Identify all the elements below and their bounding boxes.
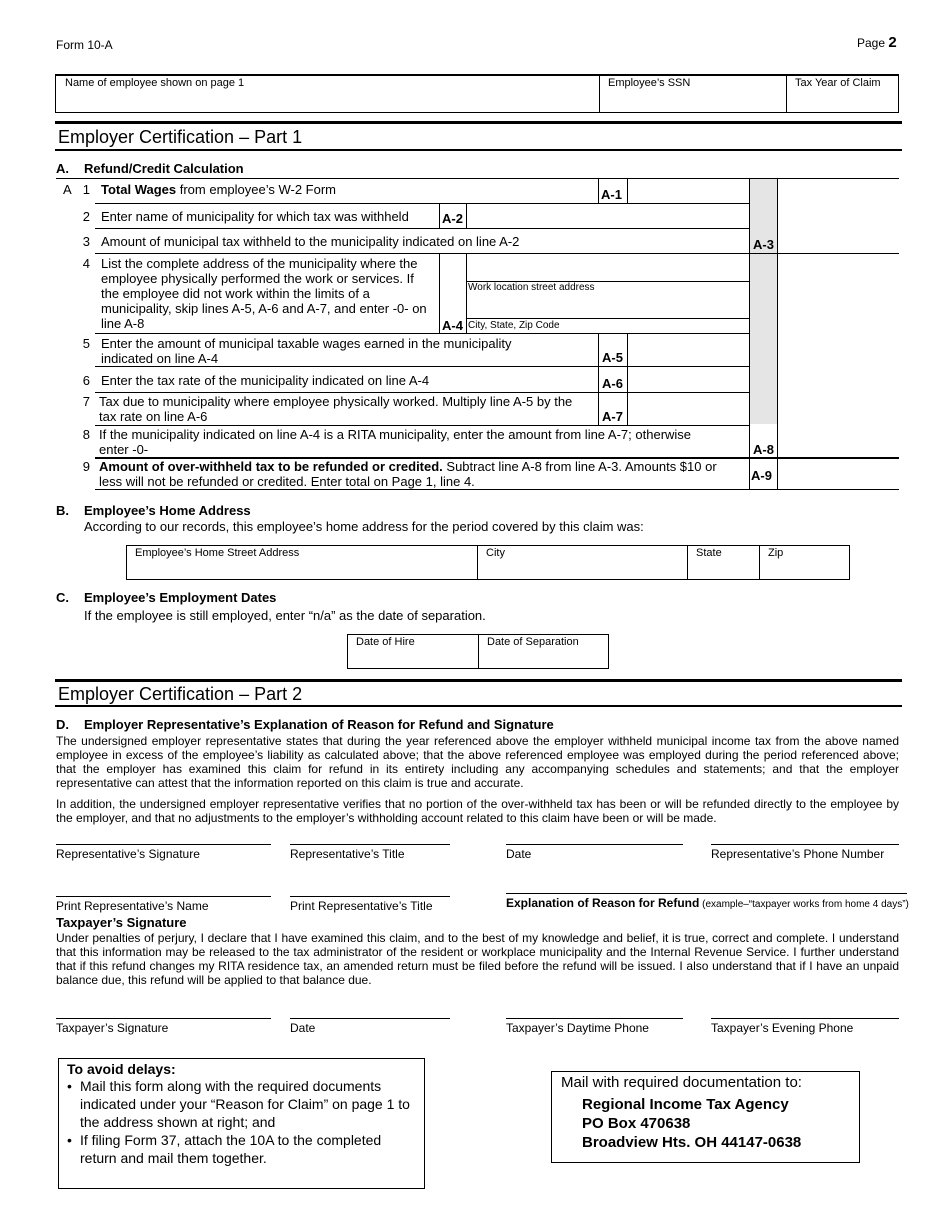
input-a3[interactable] <box>778 179 899 253</box>
print-title-line[interactable] <box>290 896 450 913</box>
input-a4-city[interactable] <box>467 319 749 333</box>
line-a1-text <box>101 182 336 197</box>
explanation-line[interactable] <box>506 893 907 910</box>
taxpayer-day-phone-label: Taxpayer’s Daytime Phone <box>506 1021 649 1035</box>
input-a2[interactable] <box>467 204 749 228</box>
section-d-paragraph-1: The undersigned employer representative states that during the year referenced above the employer withheld municipal income tax from the above named employee in excess of the employee’s liability as calculated above; that the above referenced employee was employed during the period referenced above; that the employer has examined this claim for refund in its entirety including any accompanying schedules and statements; and that the employer representative can attest that the information reported on this claim is true and accurate. <box>56 734 899 790</box>
part1-title: Employer Certification – Part 1 <box>55 121 902 151</box>
work-street-label: Work location street address <box>468 282 595 293</box>
home-state-label: State <box>696 547 722 559</box>
rep-phone-label: Representative’s Phone Number <box>711 847 885 861</box>
rep-title-line[interactable] <box>290 844 450 861</box>
section-a-letter: A. <box>56 161 69 176</box>
tax-year-field[interactable] <box>786 76 899 112</box>
section-c-letter: C. <box>56 590 69 605</box>
employee-name-label: Name of employee shown on page 1 <box>65 77 245 89</box>
taxpayer-day-phone-line[interactable] <box>506 1018 683 1035</box>
rep-signature-line[interactable] <box>56 844 271 861</box>
mailing-address <box>561 1095 859 1152</box>
line-number: 5 <box>82 336 90 351</box>
row-divider <box>95 228 750 229</box>
list-item: • If filing Form 37, attach the 10A to the completed return and mail them together. <box>67 1131 416 1167</box>
row-divider <box>95 425 750 426</box>
print-name-label: Print Representative’s Name <box>56 899 209 913</box>
home-state-field[interactable] <box>687 546 759 579</box>
page-number <box>857 34 897 51</box>
col-divider <box>598 179 599 203</box>
print-name-line[interactable] <box>56 896 271 913</box>
col-divider <box>439 203 440 228</box>
part2-title: Employer Certification – Part 2 <box>55 679 902 707</box>
mailing-address-box <box>551 1071 860 1163</box>
hire-date-label: Date of Hire <box>356 636 415 648</box>
line-number: 2 <box>82 209 90 224</box>
input-a4-street[interactable] <box>467 254 749 317</box>
line-a9-bold: Amount of over-withheld tax to be refunded or credited. <box>99 459 443 474</box>
taxpayer-perjury-text: Under penalties of perjury, I declare that I have examined this claim, and to the best of my knowledge and belief, it is true, correct and complete. I understand that this information may be released to the tax administrator of the resident or workplace municipality and the Internal Revenue Service. I further understand that if this refund changes my RITA residence tax, an amended return must be filed before the refund will be issued. I also understand that if I have an unpaid balance due, this refund will be applied to that balance due. <box>56 931 899 987</box>
line-a1-bold: Total Wages <box>101 182 177 197</box>
rep-signature-label: Representative’s Signature <box>56 847 200 861</box>
section-b-letter: B. <box>56 503 69 518</box>
employee-info-box <box>55 74 899 113</box>
col-divider <box>749 179 750 489</box>
taxpayer-signature-line[interactable] <box>56 1018 271 1035</box>
taxpayer-signature-heading: Taxpayer’s Signature <box>56 915 187 930</box>
line-a3-text: Amount of municipal tax withheld to the municipality indicated on line A-2 <box>101 234 520 249</box>
tax-year-label: Tax Year of Claim <box>795 77 881 89</box>
rep-phone-line[interactable] <box>711 844 899 861</box>
employee-name-field[interactable] <box>56 76 599 112</box>
line-code-a8: A-8 <box>753 442 774 457</box>
input-a9[interactable] <box>778 459 899 489</box>
employment-dates-box <box>347 634 609 669</box>
mailing-title: Mail with required documentation to: <box>561 1074 802 1091</box>
taxpayer-evening-phone-line[interactable] <box>711 1018 899 1035</box>
table-bottom-rule <box>95 489 899 490</box>
taxpayer-signature-label: Taxpayer’s Signature <box>56 1021 169 1035</box>
section-d-heading <box>56 717 554 732</box>
explanation-example: (example–“taxpayer works from home 4 days”) <box>699 899 909 910</box>
separation-date-field[interactable] <box>478 635 608 668</box>
rep-title-label: Representative’s Title <box>290 847 405 861</box>
line-code-a7: A-7 <box>602 409 623 424</box>
page-number-value: 2 <box>888 34 897 51</box>
avoid-delays-list <box>67 1077 416 1167</box>
taxpayer-evening-phone-label: Taxpayer’s Evening Phone <box>711 1021 854 1035</box>
line-number: 6 <box>82 373 90 388</box>
col-divider <box>598 333 599 425</box>
line-number: 9 <box>82 459 90 474</box>
hire-date-field[interactable] <box>348 635 478 668</box>
mailing-agency: Regional Income Tax Agency <box>582 1096 789 1113</box>
line-code-a6: A-6 <box>602 376 623 391</box>
input-a8[interactable] <box>778 425 899 457</box>
employee-ssn-field[interactable] <box>599 76 786 112</box>
home-city-field[interactable] <box>477 546 687 579</box>
section-b-title: Employee’s Home Address <box>84 503 251 518</box>
home-zip-field[interactable] <box>759 546 849 579</box>
print-title-label: Print Representative’s Title <box>290 899 433 913</box>
line-number: 8 <box>82 427 90 442</box>
section-d-letter: D. <box>56 717 69 732</box>
page-label: Page <box>857 36 886 50</box>
line-number: 7 <box>82 394 90 409</box>
list-item: • Mail this form along with the required documents indicated under your “Reason for Claim” on page 1 to the address shown at right; and <box>67 1077 416 1131</box>
employee-ssn-label: Employee’s SSN <box>608 77 691 89</box>
line-a6-text: Enter the tax rate of the municipality indicated on line A-4 <box>101 373 430 388</box>
input-a7[interactable] <box>628 393 749 425</box>
home-city-label: City <box>486 547 505 559</box>
line-number: 1 <box>82 182 90 197</box>
input-a1[interactable] <box>628 179 749 203</box>
line-number: 3 <box>82 234 90 249</box>
line-code-a5: A-5 <box>602 350 623 365</box>
line-code-a1: A-1 <box>601 187 622 202</box>
line-a7-text: Tax due to municipality where employee physically worked. Multiply line A-5 by the tax rate on line A-6 <box>99 394 573 424</box>
avoid-delays-title: To avoid delays: <box>67 1061 176 1077</box>
section-c-heading <box>56 590 276 605</box>
mailing-city: Broadview Hts. OH 44147-0638 <box>582 1134 802 1151</box>
form-label: Form 10-A <box>56 38 113 52</box>
line-code-a4: A-4 <box>442 318 463 333</box>
gray-column <box>750 179 777 424</box>
input-a5[interactable] <box>628 334 749 366</box>
section-d-paragraph-2: In addition, the undersigned employer representative verifies that no portion of the over-withheld tax has been or will be refunded directly to the employee by the employer, and that no adjustments to the employer’s withholding account related to this claim have been or will be made. <box>56 797 899 825</box>
line-a4-text: List the complete address of the municipality where the employee physically performed the work or services. If the employee did not work within the limits of a municipality, skip lines A-5, A-6 and A-7, and enter -0- on line A-8 <box>101 256 427 331</box>
row-prefix: A <box>63 182 72 197</box>
line-a1-rest: from employee’s W-2 Form <box>176 182 337 197</box>
taxpayer-date-line[interactable] <box>290 1018 450 1035</box>
line-code-a2: A-2 <box>442 211 463 226</box>
rep-date-line[interactable] <box>506 844 683 861</box>
line-code-a9: A-9 <box>751 468 772 483</box>
line-a9-text <box>99 459 719 489</box>
work-city-label: City, State, Zip Code <box>468 320 560 331</box>
home-address-box <box>126 545 850 580</box>
section-d-title: Employer Representative’s Explanation of Reason for Refund and Signature <box>84 717 554 732</box>
line-a2-text: Enter name of municipality for which tax was withheld <box>101 209 409 224</box>
home-street-field[interactable] <box>127 546 477 579</box>
section-a-heading <box>56 161 244 176</box>
input-a6[interactable] <box>628 367 749 392</box>
section-c-text: If the employee is still employed, enter “n/a” as the date of separation. <box>84 608 486 623</box>
separation-date-label: Date of Separation <box>487 636 579 648</box>
rep-date-label: Date <box>506 847 532 861</box>
taxpayer-date-label: Date <box>290 1021 316 1035</box>
explanation-label: Explanation of Reason for Refund <box>506 896 700 910</box>
section-a-title: Refund/Credit Calculation <box>84 161 244 176</box>
home-street-label: Employee’s Home Street Address <box>135 547 300 559</box>
section-b-heading <box>56 503 251 518</box>
col-divider <box>439 253 440 333</box>
line-a8-text: If the municipality indicated on line A-4 is a RITA municipality, enter the amount from line A-7; otherwise enter -0- <box>99 427 692 457</box>
mailing-po-box: PO Box 470638 <box>582 1115 691 1132</box>
line-a5-text: Enter the amount of municipal taxable wages earned in the municipality indicated on line A-4 <box>101 336 512 366</box>
section-b-text: According to our records, this employee’s home address for the period covered by this claim was: <box>84 519 644 534</box>
table-top-rule <box>56 178 899 179</box>
avoid-delays-box <box>58 1058 425 1189</box>
line-code-a3: A-3 <box>753 237 774 252</box>
section-c-title: Employee’s Employment Dates <box>84 590 277 605</box>
line-a9-rest: Subtract line A-8 from line A-3. Amounts $10 or less will not be refunded or credited. Enter total on Page 1, line 4. <box>99 459 717 489</box>
home-zip-label: Zip <box>768 547 784 559</box>
line-number: 4 <box>82 256 90 271</box>
